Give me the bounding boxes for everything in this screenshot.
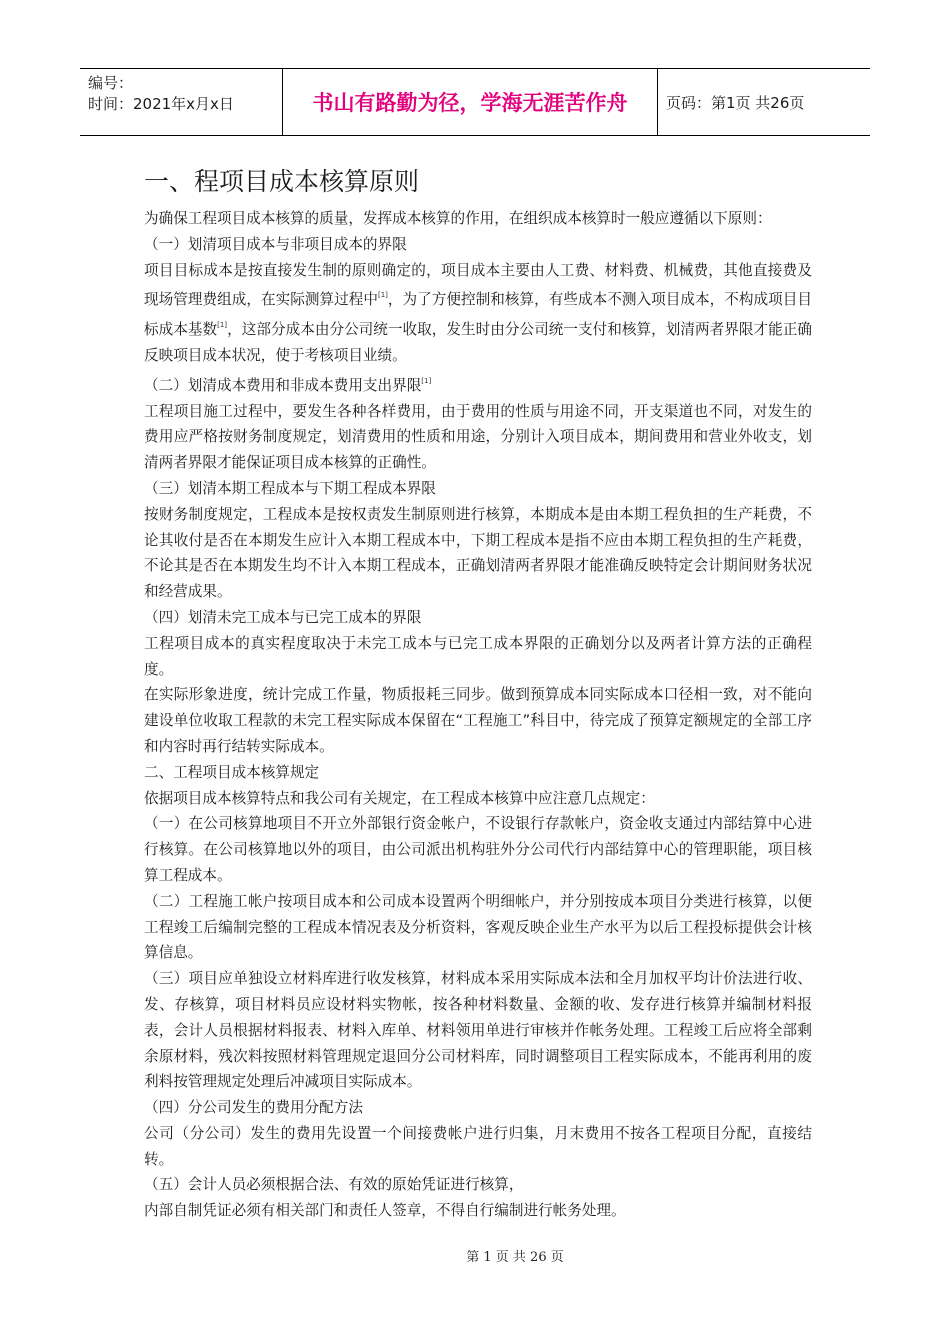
section-paragraph: 工程项目施工过程中，要发生各种各样费用，由于费用的性质与用途不同，开支渠道也不同，对发生的费用应严格按财务制度规定，划清费用的性质和用途，分别计入项目成本，期间费用和营业外收支，划清两者界限才能保证项目成本核算的正确性。 [144,402,812,472]
header-page-number: 页码：第1页 共26页 [666,94,805,112]
section-paragraph: 项目目标成本是按直接发生制的原则确定的，项目成本主要由人工费、材料费、机械费，其他直接费及现场管理费组成，在实际测算过程中[1]，为了方便控制和核算，有些成本不测入项目成本，不构成项目目标成本基数[1]，这部分成本由分公司统一收取，发生时由分公司统一支付和核算，划清两者界限才能正确反映项目成本状况，使于考核项目业绩。 [144,261,812,364]
rule-paragraph: （三）项目应单独设立材料库进行收发核算，材料成本采用实际成本法和全月加权平均计价法进行收、发、存核算，项目材料员应设材料实物帐，按各种材料数量、金额的收、发存进行核算并编制材料报表，会计人员根据材料报表、材料入库单、材料领用单进行审核并作帐务处理。工程竣工后应将全部剩余原材料，残次料按照材料管理规定退回分公司材料库，同时调整项目工程实际成本，不能再利用的废利料按管理规定处理后冲减项目实际成本。 [144,970,812,1091]
reference-mark[interactable]: [1] [217,321,228,330]
page-title: 一、程项目成本核算原则 [144,167,420,196]
reference-mark[interactable]: [1] [377,291,388,300]
reference-mark[interactable]: [1] [421,376,432,385]
page-footer: 第 1 页 共 26 页 [466,1250,564,1265]
header-meta [80,69,282,135]
header-motto: 书山有路勤为径，学海无涯苦作舟 [312,91,628,115]
document-date: 时间：2021年x月x日 [88,95,234,113]
section-heading: （一）划清项目成本与非项目成本的界限 [144,235,407,253]
page-header [80,68,870,136]
document-number: 编号： [88,74,134,92]
section-paragraph: 按财务制度规定，工程成本是按权责发生制原则进行核算，本期成本是由本期工程负担的生产耗费，不论其收付是否在本期发生应计入本期工程成本中，下期工程成本是指不应由本期工程负担的生产耗费，不论其是否在本期发生均不计入本期工程成本，正确划清两者界限才能准确反映特定会计期间财务状况和经营成果。 [144,505,812,601]
rule-paragraph: 内部自制凭证必须有相关部门和责任人签章，不得自行编制进行帐务处理。 [144,1202,626,1220]
section-paragraph: 在实际形象进度，统计完成工作量，物质报耗三同步。做到预算成本同实际成本口径相一致，对不能向建设单位收取工程款的未完工程实际成本保留在“工程施工”科目中，待完成了预算定额规定的全部工序和内容时再行结转实际成本。 [144,686,812,755]
intro-paragraph: 为确保工程项目成本核算的质量，发挥成本核算的作用，在组织成本核算时一般应遵循以下原则： [144,210,772,227]
section-paragraph: 工程项目成本的真实程度取决于未完工成本与已完工成本界限的正确划分以及两者计算方法的正确程度。 [144,634,812,678]
rule-paragraph: （二）工程施工帐户按项目成本和公司成本设置两个明细帐户，并分别按成本项目分类进行核算，以便工程竣工后编制完整的工程成本情况表及分析资料，客观反映企业生产水平为以后工程投标提供会计核算信息。 [144,892,812,962]
header-motto-cell [282,69,658,135]
document-body [144,160,812,1224]
section-heading: （五）会计人员必须根据合法、有效的原始凭证进行核算， [144,1176,524,1194]
part-heading: 二、工程项目成本核算规定 [144,763,320,781]
section-heading: （四）分公司发生的费用分配方法 [144,1099,363,1117]
section-heading: （三）划清本期工程成本与下期工程成本界限 [144,479,436,497]
section-paragraph: 依据项目成本核算特点和我公司有关规定，在工程成本核算中应注意几点规定： [144,789,655,807]
rule-paragraph: 公司（分公司）发生的费用先设置一个间接费帐户进行归集，月末费用不按各工程项目分配，直接结转。 [144,1124,812,1168]
section-heading: （四）划清未完工成本与已完工成本的界限 [144,608,422,626]
section-heading: （二）划清成本费用和非成本费用支出界限[1] [144,376,432,394]
rule-paragraph: （一）在公司核算地项目不开立外部银行资金帐户，不设银行存款帐户，资金收支通过内部结算中心进行核算。在公司核算地以外的项目，由公司派出机构驻外分公司代行内部结算中心的管理职能，项目核算工程成本。 [144,815,812,884]
